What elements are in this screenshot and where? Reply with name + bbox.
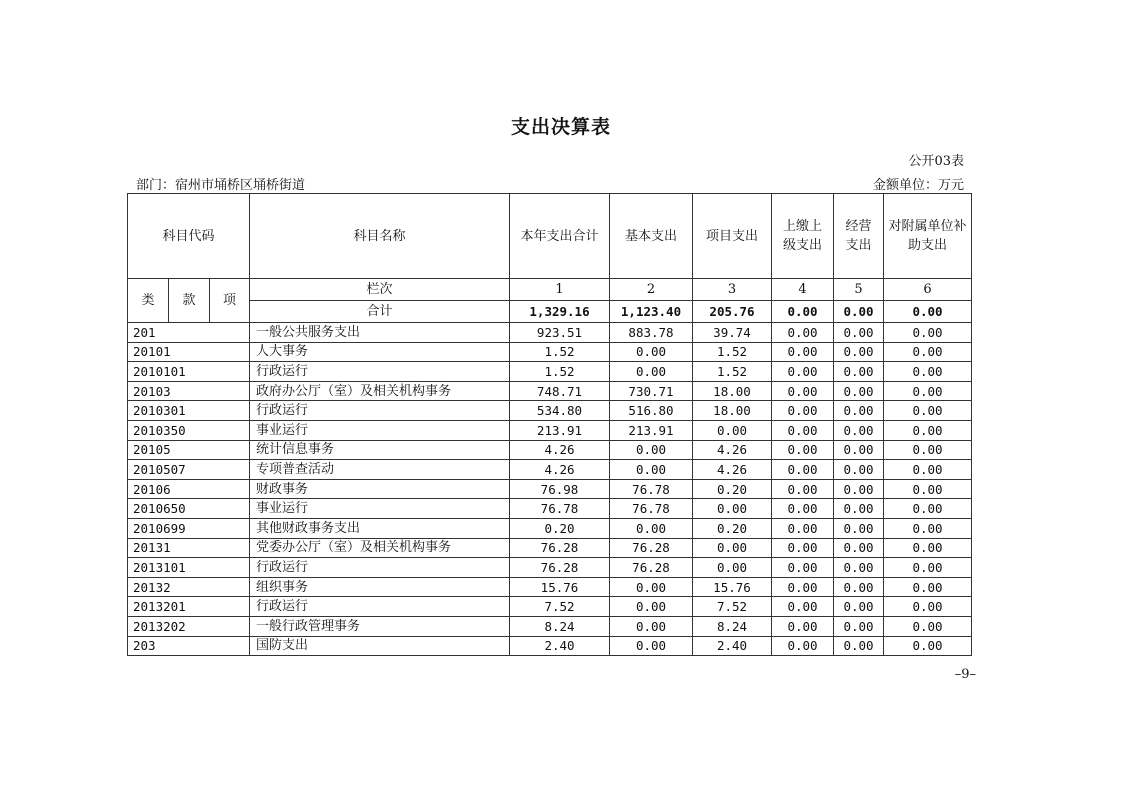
column-number: 3: [693, 279, 772, 301]
amount-cell: 0.00: [610, 616, 693, 636]
subject-name: 事业运行: [250, 499, 510, 519]
subject-name: 政府办公厅（室）及相关机构事务: [250, 381, 510, 401]
table-row: [128, 323, 972, 343]
header-basic: 基本支出: [610, 194, 693, 279]
department-label: 部门：宿州市埇桥区埇桥街道: [136, 178, 306, 193]
subject-name: 行政运行: [250, 401, 510, 421]
amount-cell: 0.00: [772, 401, 834, 421]
amount-cell: 4.26: [510, 440, 610, 460]
column-number: 2: [610, 279, 693, 301]
header-project: 项目支出: [693, 194, 772, 279]
amount-cell: 0.00: [834, 381, 884, 401]
subject-name: 行政运行: [250, 362, 510, 382]
table-row: [128, 381, 972, 401]
amount-cell: 0.00: [772, 636, 834, 656]
amount-cell: 8.24: [510, 616, 610, 636]
amount-cell: 0.00: [772, 342, 834, 362]
amount-cell: 0.00: [884, 381, 972, 401]
amount-cell: 0.00: [610, 518, 693, 538]
subject-name: 行政运行: [250, 597, 510, 617]
amount-cell: 4.26: [693, 460, 772, 480]
amount-cell: 76.28: [510, 538, 610, 558]
amount-cell: 0.00: [610, 440, 693, 460]
table-row: [128, 518, 972, 538]
amount-cell: 0.00: [772, 558, 834, 578]
column-number-row: [128, 279, 972, 301]
amount-cell: 7.52: [693, 597, 772, 617]
amount-cell: 76.28: [510, 558, 610, 578]
amount-cell: 0.00: [834, 342, 884, 362]
amount-cell: 0.00: [884, 558, 972, 578]
amount-cell: 18.00: [693, 401, 772, 421]
amount-cell: 2.40: [693, 636, 772, 656]
subject-name: 行政运行: [250, 558, 510, 578]
amount-cell: 0.00: [834, 538, 884, 558]
amount-cell: 0.00: [772, 499, 834, 519]
subject-name: 组织事务: [250, 577, 510, 597]
amount-cell: 0.00: [834, 362, 884, 382]
sub-header-lei: 类: [128, 279, 169, 323]
subject-name: 专项普查活动: [250, 460, 510, 480]
total-label: 合计: [250, 301, 510, 323]
amount-cell: 0.00: [884, 460, 972, 480]
amount-cell: 1.52: [693, 342, 772, 362]
table-row: [128, 616, 972, 636]
amount-cell: 0.20: [693, 518, 772, 538]
subject-code: 20105: [128, 440, 250, 460]
amount-cell: 0.00: [834, 636, 884, 656]
subject-code: 2010101: [128, 362, 250, 382]
table-row: [128, 479, 972, 499]
page-title: 支出决算表: [510, 116, 611, 138]
amount-cell: 15.76: [693, 577, 772, 597]
subject-name: 其他财政事务支出: [250, 518, 510, 538]
amount-cell: 0.00: [884, 518, 972, 538]
column-number: 4: [772, 279, 834, 301]
table-row: [128, 460, 972, 480]
amount-cell: 0.00: [693, 538, 772, 558]
amount-cell: 0.00: [772, 362, 834, 382]
total-value: 0.00: [834, 301, 884, 323]
amount-cell: 1.52: [693, 362, 772, 382]
table-row: [128, 342, 972, 362]
amount-unit-label: 金额单位：万元: [872, 178, 964, 193]
total-value: 205.76: [693, 301, 772, 323]
amount-cell: 0.00: [834, 460, 884, 480]
subject-code: 2013202: [128, 616, 250, 636]
amount-cell: 0.00: [834, 499, 884, 519]
sub-header-kuan: 款: [169, 279, 210, 323]
amount-cell: 0.00: [772, 616, 834, 636]
amount-cell: 39.74: [693, 323, 772, 343]
subject-name: 统计信息事务: [250, 440, 510, 460]
subject-name: 人大事务: [250, 342, 510, 362]
amount-cell: 213.91: [610, 420, 693, 440]
amount-cell: 0.00: [884, 636, 972, 656]
amount-cell: 0.00: [884, 401, 972, 421]
page-number: –9–: [954, 667, 976, 682]
amount-cell: 730.71: [610, 381, 693, 401]
table-row: [128, 420, 972, 440]
amount-cell: 1.52: [510, 362, 610, 382]
total-value: 1,123.40: [610, 301, 693, 323]
amount-cell: 15.76: [510, 577, 610, 597]
amount-cell: 0.00: [772, 518, 834, 538]
amount-cell: 0.00: [834, 401, 884, 421]
table-row: [128, 577, 972, 597]
subject-code: 20103: [128, 381, 250, 401]
amount-cell: 76.78: [610, 479, 693, 499]
form-number: 公开03表: [908, 154, 964, 169]
amount-cell: 883.78: [610, 323, 693, 343]
table-row: [128, 538, 972, 558]
header-code: 科目代码: [128, 194, 250, 279]
amount-cell: 0.00: [610, 362, 693, 382]
amount-cell: 923.51: [510, 323, 610, 343]
amount-cell: 0.00: [884, 440, 972, 460]
amount-cell: 0.00: [834, 518, 884, 538]
amount-cell: 2.40: [510, 636, 610, 656]
amount-cell: 534.80: [510, 401, 610, 421]
amount-cell: 0.00: [884, 323, 972, 343]
amount-cell: 0.00: [772, 420, 834, 440]
amount-cell: 0.00: [772, 323, 834, 343]
table-row: [128, 597, 972, 617]
amount-cell: 18.00: [693, 381, 772, 401]
amount-cell: 0.00: [884, 362, 972, 382]
amount-cell: 76.78: [610, 499, 693, 519]
amount-cell: 0.00: [834, 558, 884, 578]
amount-cell: 0.00: [834, 323, 884, 343]
amount-cell: 76.98: [510, 479, 610, 499]
table-row: [128, 440, 972, 460]
amount-cell: 0.20: [510, 518, 610, 538]
amount-cell: 213.91: [510, 420, 610, 440]
subject-code: 2010350: [128, 420, 250, 440]
amount-cell: 0.00: [884, 420, 972, 440]
amount-cell: 0.00: [610, 577, 693, 597]
amount-cell: 0.00: [772, 440, 834, 460]
amount-cell: 1.52: [510, 342, 610, 362]
subject-code: 20132: [128, 577, 250, 597]
amount-cell: 0.00: [834, 597, 884, 617]
column-number: 6: [884, 279, 972, 301]
subject-name: 党委办公厅（室）及相关机构事务: [250, 538, 510, 558]
amount-cell: 0.00: [693, 420, 772, 440]
subject-name: 国防支出: [250, 636, 510, 656]
total-value: 0.00: [884, 301, 972, 323]
amount-cell: 7.52: [510, 597, 610, 617]
amount-cell: 0.00: [884, 616, 972, 636]
amount-cell: 0.00: [834, 479, 884, 499]
subject-code: 2013201: [128, 597, 250, 617]
subject-code: 2010650: [128, 499, 250, 519]
header-row: [128, 194, 972, 279]
amount-cell: 0.20: [693, 479, 772, 499]
amount-cell: 0.00: [884, 577, 972, 597]
header-subsidy: 对附属单位补助支出: [884, 194, 972, 279]
amount-cell: 0.00: [772, 381, 834, 401]
amount-cell: 4.26: [693, 440, 772, 460]
subject-code: 20106: [128, 479, 250, 499]
subject-name: 财政事务: [250, 479, 510, 499]
total-row: [128, 301, 972, 323]
amount-cell: 0.00: [610, 636, 693, 656]
subject-code: 2010507: [128, 460, 250, 480]
table-row: [128, 362, 972, 382]
amount-cell: 0.00: [884, 538, 972, 558]
amount-cell: 516.80: [610, 401, 693, 421]
amount-cell: 0.00: [884, 479, 972, 499]
table-row: [128, 499, 972, 519]
subject-code: 2010301: [128, 401, 250, 421]
amount-cell: 0.00: [610, 597, 693, 617]
amount-cell: 76.28: [610, 558, 693, 578]
amount-cell: 0.00: [693, 499, 772, 519]
header-upper: 上缴上级支出: [772, 194, 834, 279]
amount-cell: 76.78: [510, 499, 610, 519]
table-body: [128, 194, 972, 656]
amount-cell: 0.00: [693, 558, 772, 578]
table-row: [128, 401, 972, 421]
subject-code: 201: [128, 323, 250, 343]
subject-code: 20101: [128, 342, 250, 362]
amount-cell: 76.28: [610, 538, 693, 558]
amount-cell: 0.00: [884, 499, 972, 519]
amount-cell: 748.71: [510, 381, 610, 401]
header-total: 本年支出合计: [510, 194, 610, 279]
amount-cell: 0.00: [772, 577, 834, 597]
header-name: 科目名称: [250, 194, 510, 279]
amount-cell: 0.00: [772, 479, 834, 499]
amount-cell: 0.00: [834, 577, 884, 597]
subject-code: 203: [128, 636, 250, 656]
amount-cell: 0.00: [772, 597, 834, 617]
subject-code: 20131: [128, 538, 250, 558]
amount-cell: 0.00: [772, 460, 834, 480]
column-number: 5: [834, 279, 884, 301]
subject-name: 一般行政管理事务: [250, 616, 510, 636]
amount-cell: 0.00: [610, 342, 693, 362]
amount-cell: 0.00: [884, 342, 972, 362]
table-row: [128, 558, 972, 578]
total-value: 1,329.16: [510, 301, 610, 323]
subject-code: 2010699: [128, 518, 250, 538]
table-row: [128, 636, 972, 656]
amount-cell: 0.00: [834, 420, 884, 440]
column-row-label: 栏次: [250, 279, 510, 301]
expenditure-table: [127, 193, 972, 656]
column-number: 1: [510, 279, 610, 301]
amount-cell: 0.00: [884, 597, 972, 617]
subject-code: 2013101: [128, 558, 250, 578]
total-value: 0.00: [772, 301, 834, 323]
subject-name: 一般公共服务支出: [250, 323, 510, 343]
amount-cell: 0.00: [834, 616, 884, 636]
amount-cell: 0.00: [772, 538, 834, 558]
header-business: 经营支出: [834, 194, 884, 279]
amount-cell: 4.26: [510, 460, 610, 480]
amount-cell: 8.24: [693, 616, 772, 636]
subject-name: 事业运行: [250, 420, 510, 440]
amount-cell: 0.00: [610, 460, 693, 480]
amount-cell: 0.00: [834, 440, 884, 460]
sub-header-xiang: 项: [210, 279, 250, 323]
